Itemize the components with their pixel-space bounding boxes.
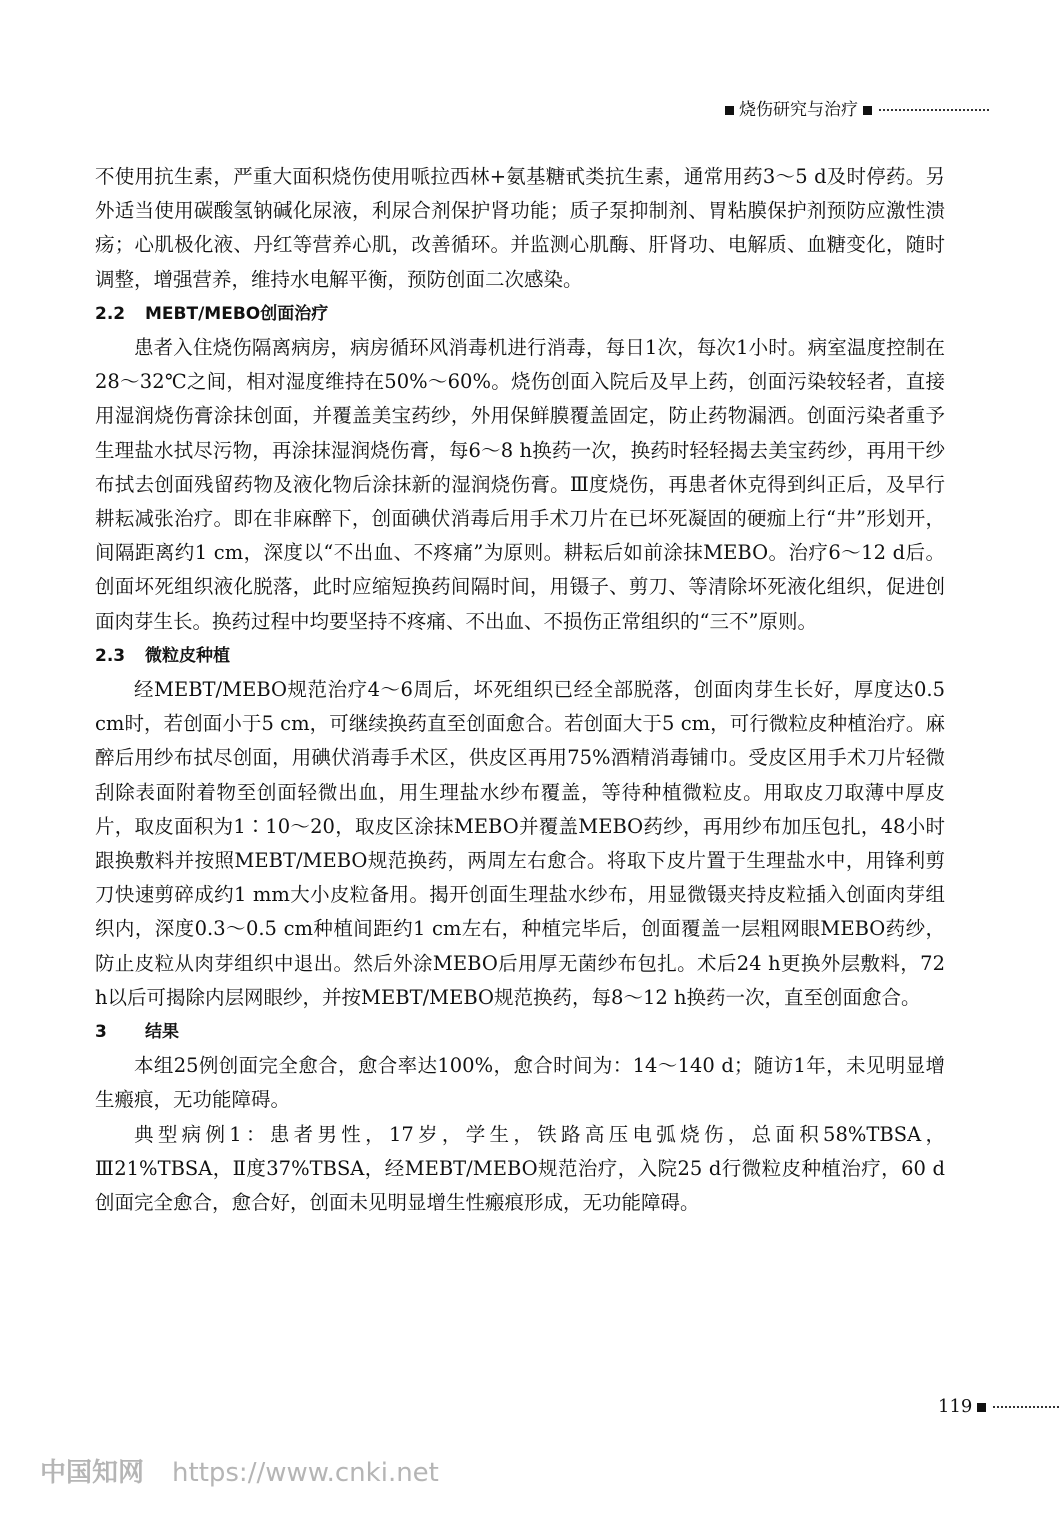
paragraph: 典型病例1：患者男性，17岁，学生，铁路高压电弧烧伤，总面积58%TBSA，Ⅲ21%TBSA，Ⅱ度37%TBSA，经MEBT/MEBO规范治疗，入院25 d行微粒皮种植治疗，60 d创面完全愈合，愈合好，创面未见明显增生性瘢痕形成，无功能障碍。 [95, 1122, 945, 1215]
dotted-rule [879, 109, 989, 111]
section-number: 2.2 [95, 303, 126, 324]
square-bullet-icon [863, 106, 872, 115]
paragraph: 患者入住烧伤隔离病房，病房循环风消毒机进行消毒，每日1次，每次1小时。病室温度控制在28～32℃之间，相对湿度维持在50%～60%。烧伤创面入院后及早上药，创面污染较轻者，直接用湿润烧伤膏涂抹创面，并覆盖美宝药纱，外用保鲜膜覆盖固定，防止药物漏洒。创面污染者重予生理盐水拭尽污物，再涂抹湿润烧伤膏，每6～8 h换药一次，换药时轻轻揭去美宝药纱，再用干纱布拭去创面残留药物及液化物后涂抹新的湿润烧伤膏。Ⅲ度烧伤，再患者休克得到纠正后，及早行耕耘减张治疗。即在非麻醉下，创面碘伏消毒后用手术刀片在已坏死凝固的硬痂上行“井”形划开，间隔距离约1 cm，深度以“不出血、不疼痛”为原则。耕耘后如前涂抹MEBO。治疗6～12 d后。创面坏死组织液化脱落，此时应缩短换药间隔时间，用镊子、剪刀、等清除坏死液化组织，促进创面肉芽生长。换药过程中均要坚持不疼痛、不出血、不损伤正常组织的“三不”原则。 [95, 336, 945, 633]
section-title: 结果 [145, 1022, 179, 1043]
paragraph: 本组25例创面完全愈合，愈合率达100%，愈合时间为：14～140 d；随访1年，未见明显增生瘢痕，无功能障碍。 [95, 1054, 945, 1112]
paragraph: 不使用抗生素，严重大面积烧伤使用哌拉西林+氨基糖甙类抗生素，通常用药3～5 d及时停药。另外适当使用碳酸氢钠碱化尿液，利尿合剂保护肾功能；质子泵抑制剂、胃粘膜保护剂预防应激性溃疡；心肌极化液、丹红等营养心肌，改善循环。并监测心肌酶、肝肾功、电解质、血糖变化，随时调整，增强营养，维持水电解平衡，预防创面二次感染。 [95, 165, 945, 291]
section-number: 3 [95, 1022, 107, 1043]
section-title: MEBT/MEBO创面治疗 [145, 303, 329, 324]
square-bullet-icon [977, 1403, 986, 1412]
section-heading [95, 639, 945, 673]
paragraph: 经MEBT/MEBO规范治疗4～6周后，坏死组织已经全部脱落，创面肉芽生长好，厚度达0.5 cm时，若创面小于5 cm，可继续换药直至创面愈合。若创面大于5 cm，可行微粒皮种植治疗。麻醉后用纱布拭尽创面，用碘伏消毒手术区，供皮区再用75%酒精消毒铺巾。受皮区用手术刀片轻微刮除表面附着物至创面轻微出血，用生理盐水纱布覆盖，等待种植微粒皮。用取皮刀取薄中厚皮片，取皮面积为1∶10～20，取皮区涂抹MEBO并覆盖MEBO药纱，再用纱布加压包扎，48小时跟换敷料并按照MEBT/MEBO规范换药，两周左右愈合。将取下皮片置于生理盐水中，用锋利剪刀快速剪碎成约1 mm大小皮粒备用。揭开创面生理盐水纱布，用显微镊夹持皮粒插入创面肉芽组织内，深度0.3～0.5 cm种植间距约1 cm左右，种植完毕后，创面覆盖一层粗网眼MEBO药纱，防止皮粒从肉芽组织中退出。然后外涂MEBO后用厚无菌纱布包扎。术后24 h更换外层敷料，72 h以后可揭除内层网眼纱，并按MEBT/MEBO规范换药，每8～12 h换药一次，直至创面愈合。 [95, 678, 945, 1009]
watermark [40, 1452, 439, 1489]
section-heading [95, 1015, 945, 1049]
dotted-rule [993, 1406, 1060, 1408]
section-heading [95, 297, 945, 331]
watermark-url: https://www.cnki.net [172, 1458, 439, 1488]
page-footer [938, 1394, 1060, 1420]
section-number: 2.3 [95, 645, 126, 666]
watermark-name: 中国知网 [40, 1458, 145, 1488]
square-bullet-icon [725, 106, 734, 115]
page-number: 119 [938, 1396, 973, 1417]
article-body [95, 160, 945, 1220]
running-header [720, 96, 1060, 124]
section-title: 微粒皮种植 [145, 645, 230, 666]
running-title: 烧伤研究与治疗 [739, 100, 858, 120]
